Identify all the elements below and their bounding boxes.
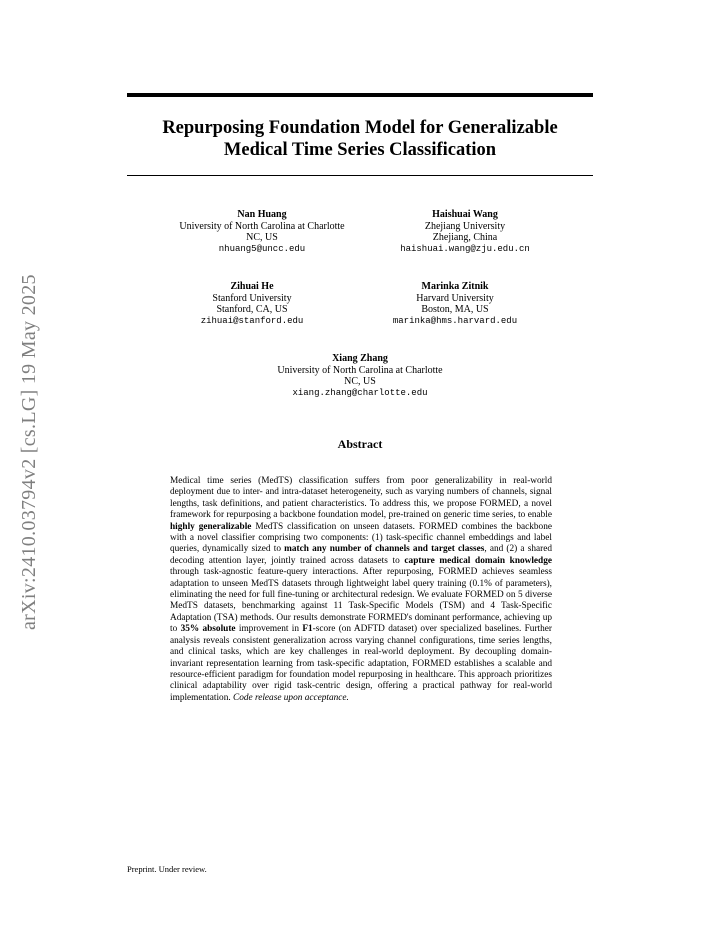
title-line-2: Medical Time Series Classification [223,140,497,160]
abstract-emphasis: match any number of channels and target classes [284,544,485,555]
author-location: Zhejiang, China [432,232,498,243]
author-email: marinka@hms.harvard.edu [392,315,518,326]
abstract-body [170,476,552,704]
abstract-text: improvement in [235,624,303,635]
author-affiliation: Zhejiang University [424,220,506,232]
author-email: nhuang5@uncc.edu [218,243,306,254]
author-name: Xiang Zhang [332,353,388,364]
title-line-1: Repurposing Foundation Model for Generalizable [162,118,558,138]
arxiv-sidebar-stamp: arXiv:2410.03794v2 [cs.LG] 19 May 2025 [18,274,40,630]
abstract-emphasis: F1 [302,624,313,635]
abstract-text: Medical time series (MedTS) classification suffers from poor generalizability in real-world deployment due to inter- and intra-dataset heterogeneity, such as varying numbers of channels, signal lengths, task definitions, and patient characteristics. To address this, we propose FORMED, a novel framework for repurposing a backbone foundation model, pre-trained on generic time series, to enable [170,476,552,521]
author-location: Stanford, CA, US [216,304,288,315]
author-email: xiang.zhang@charlotte.edu [292,387,428,398]
author-block-3 [162,281,342,327]
author-name: Marinka Zitnik [421,281,489,292]
author-name: Haishuai Wang [432,209,498,220]
abstract-emphasis: capture medical domain knowledge [404,555,553,566]
author-affiliation: University of North Carolina at Charlotte [277,364,443,376]
abstract-code-note: Code release upon acceptance. [233,692,349,703]
abstract-text: MedTS classification on unseen datasets. FORMED combines the backbone with a novel classifier comprising two components: (1) task-specific channel embeddings and label queries, dynamically sized to [170,521,552,555]
preprint-footnote: Preprint. Under review. [127,864,207,874]
author-email: haishuai.wang@zju.edu.cn [400,243,530,254]
author-block-4 [370,281,540,327]
abstract-emphasis: highly generalizable [170,521,252,532]
abstract-text: , and (2) a shared decoding attention layer, jointly trained across datasets to [170,544,552,566]
author-block-2 [370,209,560,255]
author-name: Zihuai He [230,281,274,292]
author-affiliation: University of North Carolina at Charlotte [179,220,345,232]
abstract-text: through task-agnostic feature-query interactions. After repurposing, FORMED achieves seamless adaptation to unseen MedTS datasets through lightweight label query training (0.1% of parameters), eliminating the need for full fine-tuning or architectural redesign. We evaluate FORMED on 5 diverse MedTS datasets, benchmarking against 11 Task-Specific Models (TSM) and 4 Task-Specific Adaptation (TSA) methods. Our results demonstrate FORMED's dominant performance, achieving up to [170,567,552,635]
title-top-rule [127,93,593,97]
author-block-5 [250,353,470,399]
title-bottom-rule [127,175,593,176]
author-affiliation: Stanford University [212,292,292,304]
paper-title [127,117,593,161]
author-location: Boston, MA, US [421,304,489,315]
author-name: Nan Huang [237,209,287,220]
abstract-emphasis: 35% absolute [180,624,236,635]
author-block-1 [162,209,362,255]
author-email: zihuai@stanford.edu [200,315,304,326]
author-location: NC, US [344,376,376,387]
author-location: NC, US [246,232,278,243]
abstract-text: -score (on ADFTD dataset) over specialized baselines. Further analysis reveals consistent generalization across varying channel configurations, time series lengths, and clinical tasks, which are key challenges in real-world deployment. By decoupling domain-invariant representation learning from task-specific adaptation, FORMED establishes a scalable and resource-efficient paradigm for foundation model repurposing in healthcare. This approach prioritizes clinical adaptability over rigid task-centric design, offering a practical pathway for real-world implementation. [170,624,552,703]
abstract-heading: Abstract [337,437,383,451]
author-affiliation: Harvard University [416,292,494,304]
